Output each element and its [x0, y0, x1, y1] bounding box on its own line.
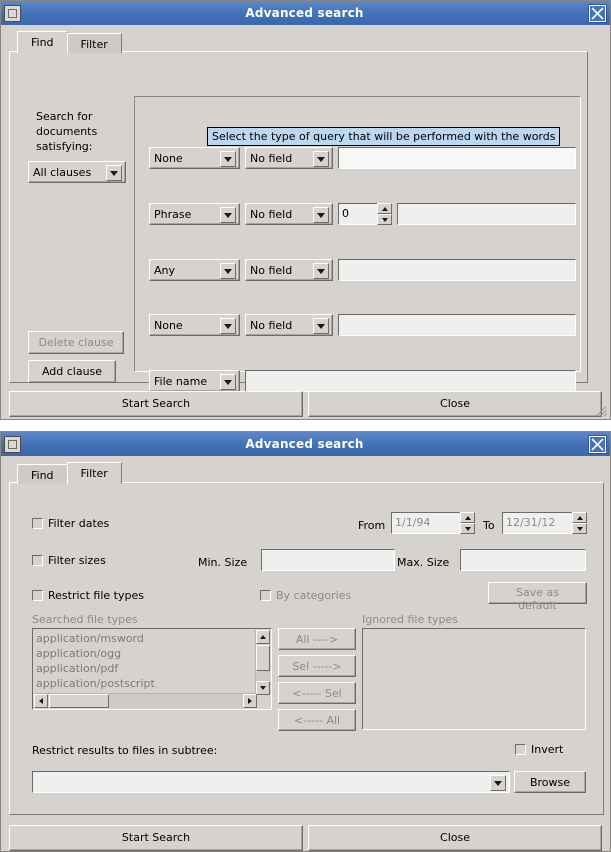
transfer-all-right-button[interactable]: All ----> — [278, 628, 356, 650]
checkbox-box[interactable] — [32, 555, 43, 566]
chevron-down-icon[interactable] — [220, 263, 236, 279]
horizontal-scrollbar[interactable] — [34, 693, 257, 708]
chevron-down-icon[interactable] — [313, 151, 329, 167]
tabstrip-filter — [9, 462, 602, 484]
min-size-input[interactable] — [261, 549, 395, 571]
spinner-buttons[interactable] — [572, 512, 587, 534]
checkbox-box[interactable] — [32, 518, 43, 529]
start-search-button-filter[interactable]: Start Search — [9, 825, 303, 851]
filter-dates-checkbox[interactable] — [32, 517, 109, 530]
scroll-thumb[interactable] — [256, 645, 270, 671]
tab-filter[interactable]: Filter — [67, 462, 122, 484]
close-button-filter[interactable]: Close — [308, 825, 602, 851]
chevron-down-icon[interactable] — [106, 165, 122, 181]
spinner-up-icon[interactable] — [460, 512, 475, 523]
invert-checkbox[interactable] — [515, 743, 563, 756]
restrict-file-types-checkbox[interactable] — [32, 589, 144, 602]
chevron-down-icon[interactable] — [220, 318, 236, 334]
close-button-find[interactable]: Close — [308, 391, 602, 417]
window-title-find: Advanced search — [245, 6, 364, 20]
from-date-value[interactable]: 1/1/94 — [391, 512, 460, 534]
max-size-label: Max. Size — [397, 556, 450, 569]
scroll-up-icon[interactable] — [256, 630, 270, 644]
transfer-sel-left-button[interactable]: <----- Sel — [278, 682, 356, 704]
list-item[interactable]: application/msword — [36, 632, 144, 645]
clause-field-value-4: No field — [250, 318, 293, 332]
filter-sizes-checkbox[interactable] — [32, 554, 106, 567]
filter-body — [1, 456, 610, 851]
transfer-all-left-button[interactable]: <----- All — [278, 709, 356, 731]
ignored-file-types-list[interactable] — [362, 628, 586, 730]
to-date-spinner[interactable] — [502, 512, 587, 534]
tab-find[interactable]: Find — [17, 464, 68, 484]
clause-field-combo-2[interactable] — [245, 203, 333, 225]
spinner-down-icon[interactable] — [460, 523, 475, 534]
clause-type-combo-3[interactable] — [149, 259, 240, 281]
add-clause-button[interactable]: Add clause — [28, 360, 116, 383]
from-label: From — [358, 519, 386, 532]
invert-label: Invert — [531, 743, 564, 756]
clause-field-value-3: No field — [250, 263, 293, 277]
clause-type-value-3: Any — [154, 263, 176, 277]
tab-find[interactable]: Find — [17, 31, 68, 53]
clause-text-input-4[interactable] — [338, 314, 576, 336]
vertical-scrollbar[interactable] — [255, 630, 270, 695]
scroll-left-icon[interactable] — [34, 694, 48, 708]
clause-type-value-1: None — [154, 151, 183, 165]
search-for-label-line3: satisfying: — [36, 140, 93, 153]
tabstrip-find — [9, 31, 602, 53]
find-body — [1, 25, 610, 419]
spinner-buttons[interactable] — [460, 512, 475, 534]
searched-file-types-label: Searched file types — [32, 613, 138, 626]
clause-type-value-2: Phrase — [154, 207, 192, 221]
close-icon[interactable] — [588, 435, 607, 454]
spinner-up-icon[interactable] — [572, 512, 587, 523]
by-categories-label: By categories — [276, 589, 352, 602]
clause-text-input-5[interactable] — [245, 370, 576, 392]
window-menu-icon[interactable] — [4, 436, 21, 453]
min-size-label: Min. Size — [198, 556, 248, 569]
advanced-search-window-filter — [0, 431, 611, 852]
titlebar-find[interactable] — [1, 1, 610, 25]
scroll-down-icon[interactable] — [256, 681, 270, 695]
clause-proximity-spinner-2[interactable] — [338, 203, 392, 225]
chevron-down-icon[interactable] — [220, 151, 236, 167]
query-type-tooltip: Select the type of query that will be performed with the words — [207, 127, 560, 146]
clause-mode-combo[interactable] — [28, 161, 126, 183]
clause-proximity-value-2[interactable]: 0 — [338, 203, 377, 225]
close-icon[interactable] — [588, 4, 607, 23]
scroll-thumb[interactable] — [49, 694, 109, 708]
clause-type-combo-5[interactable] — [149, 370, 240, 392]
spinner-buttons[interactable] — [377, 203, 392, 225]
filter-sizes-label: Filter sizes — [48, 554, 106, 567]
clause-type-combo-1[interactable] — [149, 147, 240, 169]
ignored-file-types-label: Ignored file types — [362, 613, 459, 626]
clause-type-value-4: None — [154, 318, 183, 332]
clause-field-value-1: No field — [250, 151, 293, 165]
chevron-down-icon[interactable] — [490, 775, 506, 791]
clause-text-input-1[interactable] — [338, 147, 576, 169]
clause-text-input-2[interactable] — [397, 203, 576, 225]
list-item[interactable]: application/ogg — [36, 647, 122, 660]
restrict-file-types-label: Restrict file types — [48, 589, 144, 602]
chevron-down-icon[interactable] — [220, 374, 236, 390]
chevron-down-icon[interactable] — [313, 263, 329, 279]
checkbox-box[interactable] — [260, 590, 271, 601]
filter-tab-panel — [9, 482, 604, 815]
to-label: To — [483, 519, 495, 532]
clause-type-combo-2[interactable] — [149, 203, 240, 225]
filter-button-bar — [9, 825, 602, 851]
clause-type-combo-4[interactable] — [149, 314, 240, 336]
searched-file-types-list[interactable] — [32, 628, 272, 710]
titlebar-filter[interactable] — [1, 432, 610, 456]
checkbox-box[interactable] — [32, 590, 43, 601]
chevron-down-icon[interactable] — [220, 207, 236, 223]
window-title-filter: Advanced search — [245, 437, 364, 451]
from-date-spinner[interactable] — [391, 512, 475, 534]
checkbox-box[interactable] — [515, 744, 526, 755]
clause-field-combo-1[interactable] — [245, 147, 333, 169]
window-menu-icon[interactable] — [4, 5, 21, 22]
spinner-down-icon[interactable] — [572, 523, 587, 534]
scroll-right-icon[interactable] — [243, 694, 257, 708]
clause-text-input-3[interactable] — [338, 259, 576, 281]
spinner-up-icon[interactable] — [377, 203, 392, 214]
search-for-label-line2: documents — [36, 125, 98, 138]
clause-field-value-2: No field — [250, 207, 293, 221]
browse-button[interactable]: Browse — [514, 771, 586, 793]
tab-filter[interactable]: Filter — [67, 33, 122, 53]
clause-type-value-5: File name — [154, 374, 208, 388]
max-size-input[interactable] — [460, 549, 586, 571]
subtree-label: Restrict results to files in subtree: — [32, 744, 218, 757]
find-button-bar — [9, 391, 602, 417]
search-for-label-line1: Search for — [36, 110, 93, 123]
spinner-down-icon[interactable] — [377, 214, 392, 225]
find-tab-panel — [9, 51, 588, 388]
filter-dates-label: Filter dates — [48, 517, 110, 530]
clause-mode-value: All clauses — [33, 165, 92, 179]
subtree-combo[interactable] — [32, 771, 510, 793]
transfer-sel-right-button[interactable]: Sel -----> — [278, 655, 356, 677]
chevron-down-icon[interactable] — [313, 318, 329, 334]
advanced-search-window-find — [0, 0, 611, 420]
list-item[interactable]: application/postscript — [36, 677, 155, 690]
start-search-button-find[interactable]: Start Search — [9, 391, 303, 417]
clause-field-combo-4[interactable] — [245, 314, 333, 336]
save-as-default-button[interactable]: Save as default — [488, 582, 587, 604]
resize-grip-icon[interactable] — [594, 403, 608, 417]
clause-field-combo-3[interactable] — [245, 259, 333, 281]
by-categories-checkbox[interactable] — [260, 589, 351, 602]
delete-clause-button[interactable]: Delete clause — [28, 331, 124, 354]
to-date-value[interactable]: 12/31/12 — [502, 512, 572, 534]
list-item[interactable]: application/pdf — [36, 662, 119, 675]
chevron-down-icon[interactable] — [313, 207, 329, 223]
